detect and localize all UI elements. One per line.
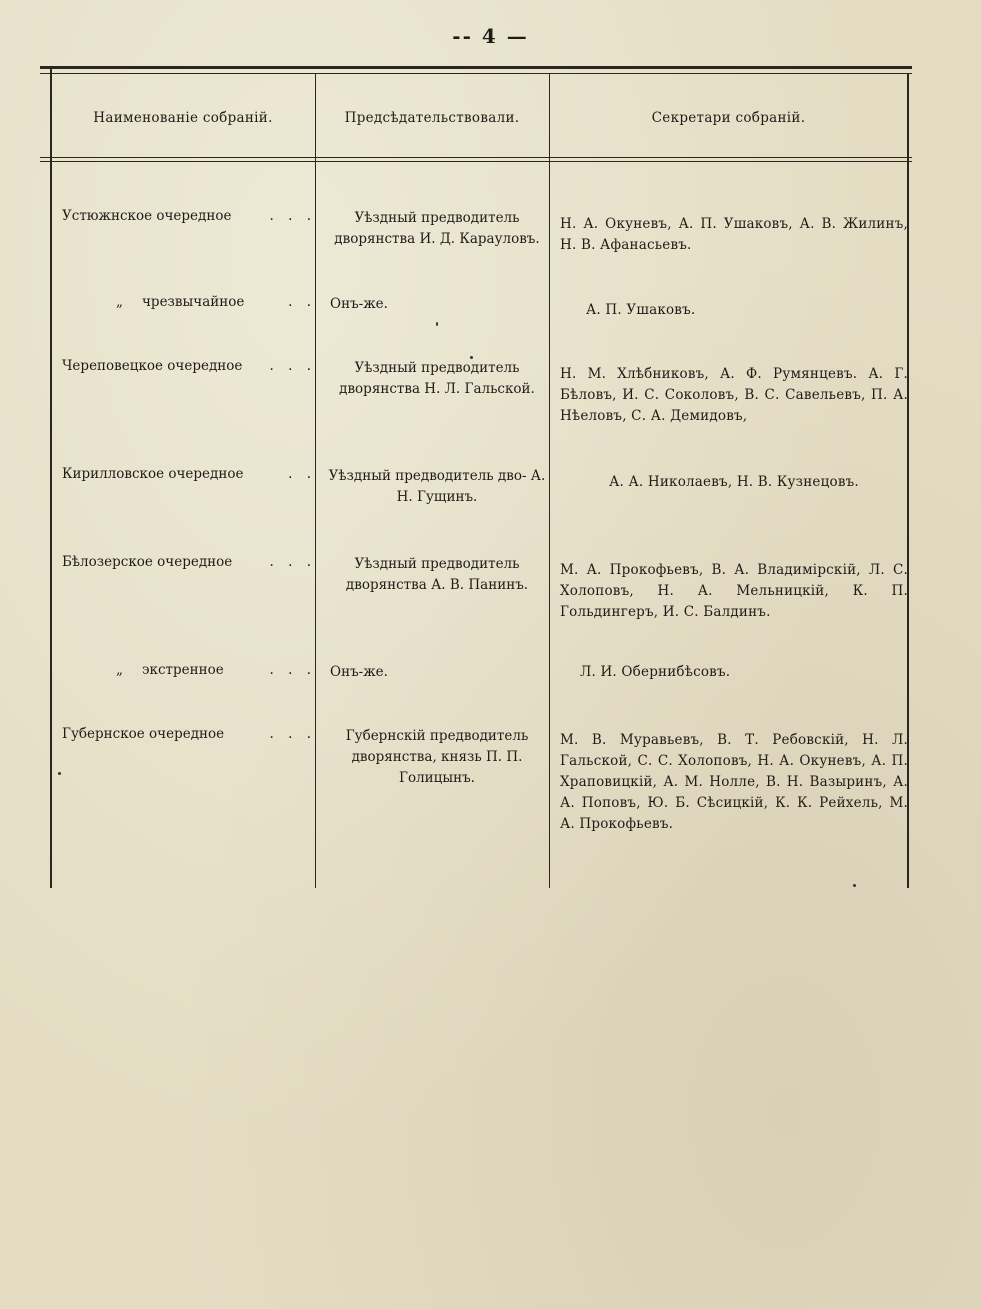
scan-speck xyxy=(470,356,473,359)
leader-dots: . . . xyxy=(269,208,316,224)
header-name: Наименованіе собраній. xyxy=(93,110,273,126)
leader-dots: . . xyxy=(288,466,316,482)
chairman-cell: Губернскій предводитель дворянства, князь П. П. Голицынъ. xyxy=(345,728,529,786)
chairman-cell: Онъ-же. xyxy=(330,296,388,312)
ditto-mark: „ xyxy=(116,294,123,310)
chairman-cell: Онъ-же. xyxy=(330,664,388,680)
assembly-name: Устюжнское очередное . . . xyxy=(62,208,316,224)
header-bottom-rule-thin xyxy=(40,161,912,162)
secretaries-cell: М. В. Муравьевъ, В. Т. Ребовскій, Н. Л. Гальской, С. С. Холоповъ, Н. А. Окуневъ, А. П. Храповицкій, А. М. Нолле, В. Н. Вазыринъ, А. А. Поповъ, Ю. Б. Сѣсицкій, К. К. Рейхель, М. А. Прокофьевъ. xyxy=(560,732,908,832)
leader-dots: . . . xyxy=(269,726,316,742)
header-secretaries: Секретари собраній. xyxy=(651,110,806,126)
column-divider-2 xyxy=(549,74,550,888)
chairman-cell: Уѣздный предводитель дворянства И. Д. Карауловъ. xyxy=(334,210,540,247)
secretaries-cell: Н. А. Окуневъ, А. П. Ушаковъ, А. В. Жилинъ, Н. В. Афанасьевъ. xyxy=(560,216,908,253)
leader-dots: . . . xyxy=(269,554,316,570)
assembly-name: „ чрезвычайное . . xyxy=(116,294,316,310)
ditto-mark: „ xyxy=(116,662,123,678)
assembly-name: Губернское очередное . . . xyxy=(62,726,316,742)
chairman-cell: Уѣздный предводитель дво- А. Н. Гущинъ. xyxy=(328,468,546,505)
assembly-name: Кирилловское очередное . . xyxy=(62,466,316,482)
secretaries-cell: А. П. Ушаковъ. xyxy=(586,302,696,318)
leader-dots: . . xyxy=(288,294,316,310)
secretaries-cell: М. А. Прокофьевъ, В. А. Владимірскій, Л. С. Холоповъ, Н. А. Мельницкій, К. П. Гольдингеръ, И. С. Балдинъ. xyxy=(560,562,908,620)
header-chair: Предсѣдательствовали. xyxy=(344,110,520,126)
table-top-rule-thin xyxy=(40,73,912,74)
scan-speck xyxy=(853,884,856,887)
assemblies-table xyxy=(40,66,912,888)
scan-speck xyxy=(58,772,61,775)
scan-speck xyxy=(436,322,438,326)
leader-dots: . . . xyxy=(269,358,316,374)
table-top-rule xyxy=(40,66,912,69)
header-bottom-rule xyxy=(40,157,912,158)
assembly-name: Череповецкое очередное . . . xyxy=(62,358,316,374)
assembly-name: Бѣлозерское очередное . . . xyxy=(62,554,316,570)
chairman-cell: Уѣздный предводитель дворянства Н. Л. Гальской. xyxy=(339,360,535,397)
left-border xyxy=(50,66,52,888)
assembly-name: „ экстренное . . . xyxy=(116,662,316,678)
leader-dots: . . . xyxy=(269,662,316,678)
secretaries-cell: Н. М. Хлѣбниковъ, А. Ф. Румянцевъ. А. Г. Бѣловъ, И. С. Соколовъ, В. С. Савельевъ, П. А. Нѣеловъ, С. А. Демидовъ, xyxy=(560,366,908,424)
secretaries-cell: Л. И. Обернибѣсовъ. xyxy=(580,664,731,680)
chairman-cell: Уѣздный предводитель дворянства А. В. Панинъ. xyxy=(345,556,529,593)
secretaries-cell: А. А. Николаевъ, Н. В. Кузнецовъ. xyxy=(609,474,859,490)
page-number: -- 4 — xyxy=(452,24,529,48)
